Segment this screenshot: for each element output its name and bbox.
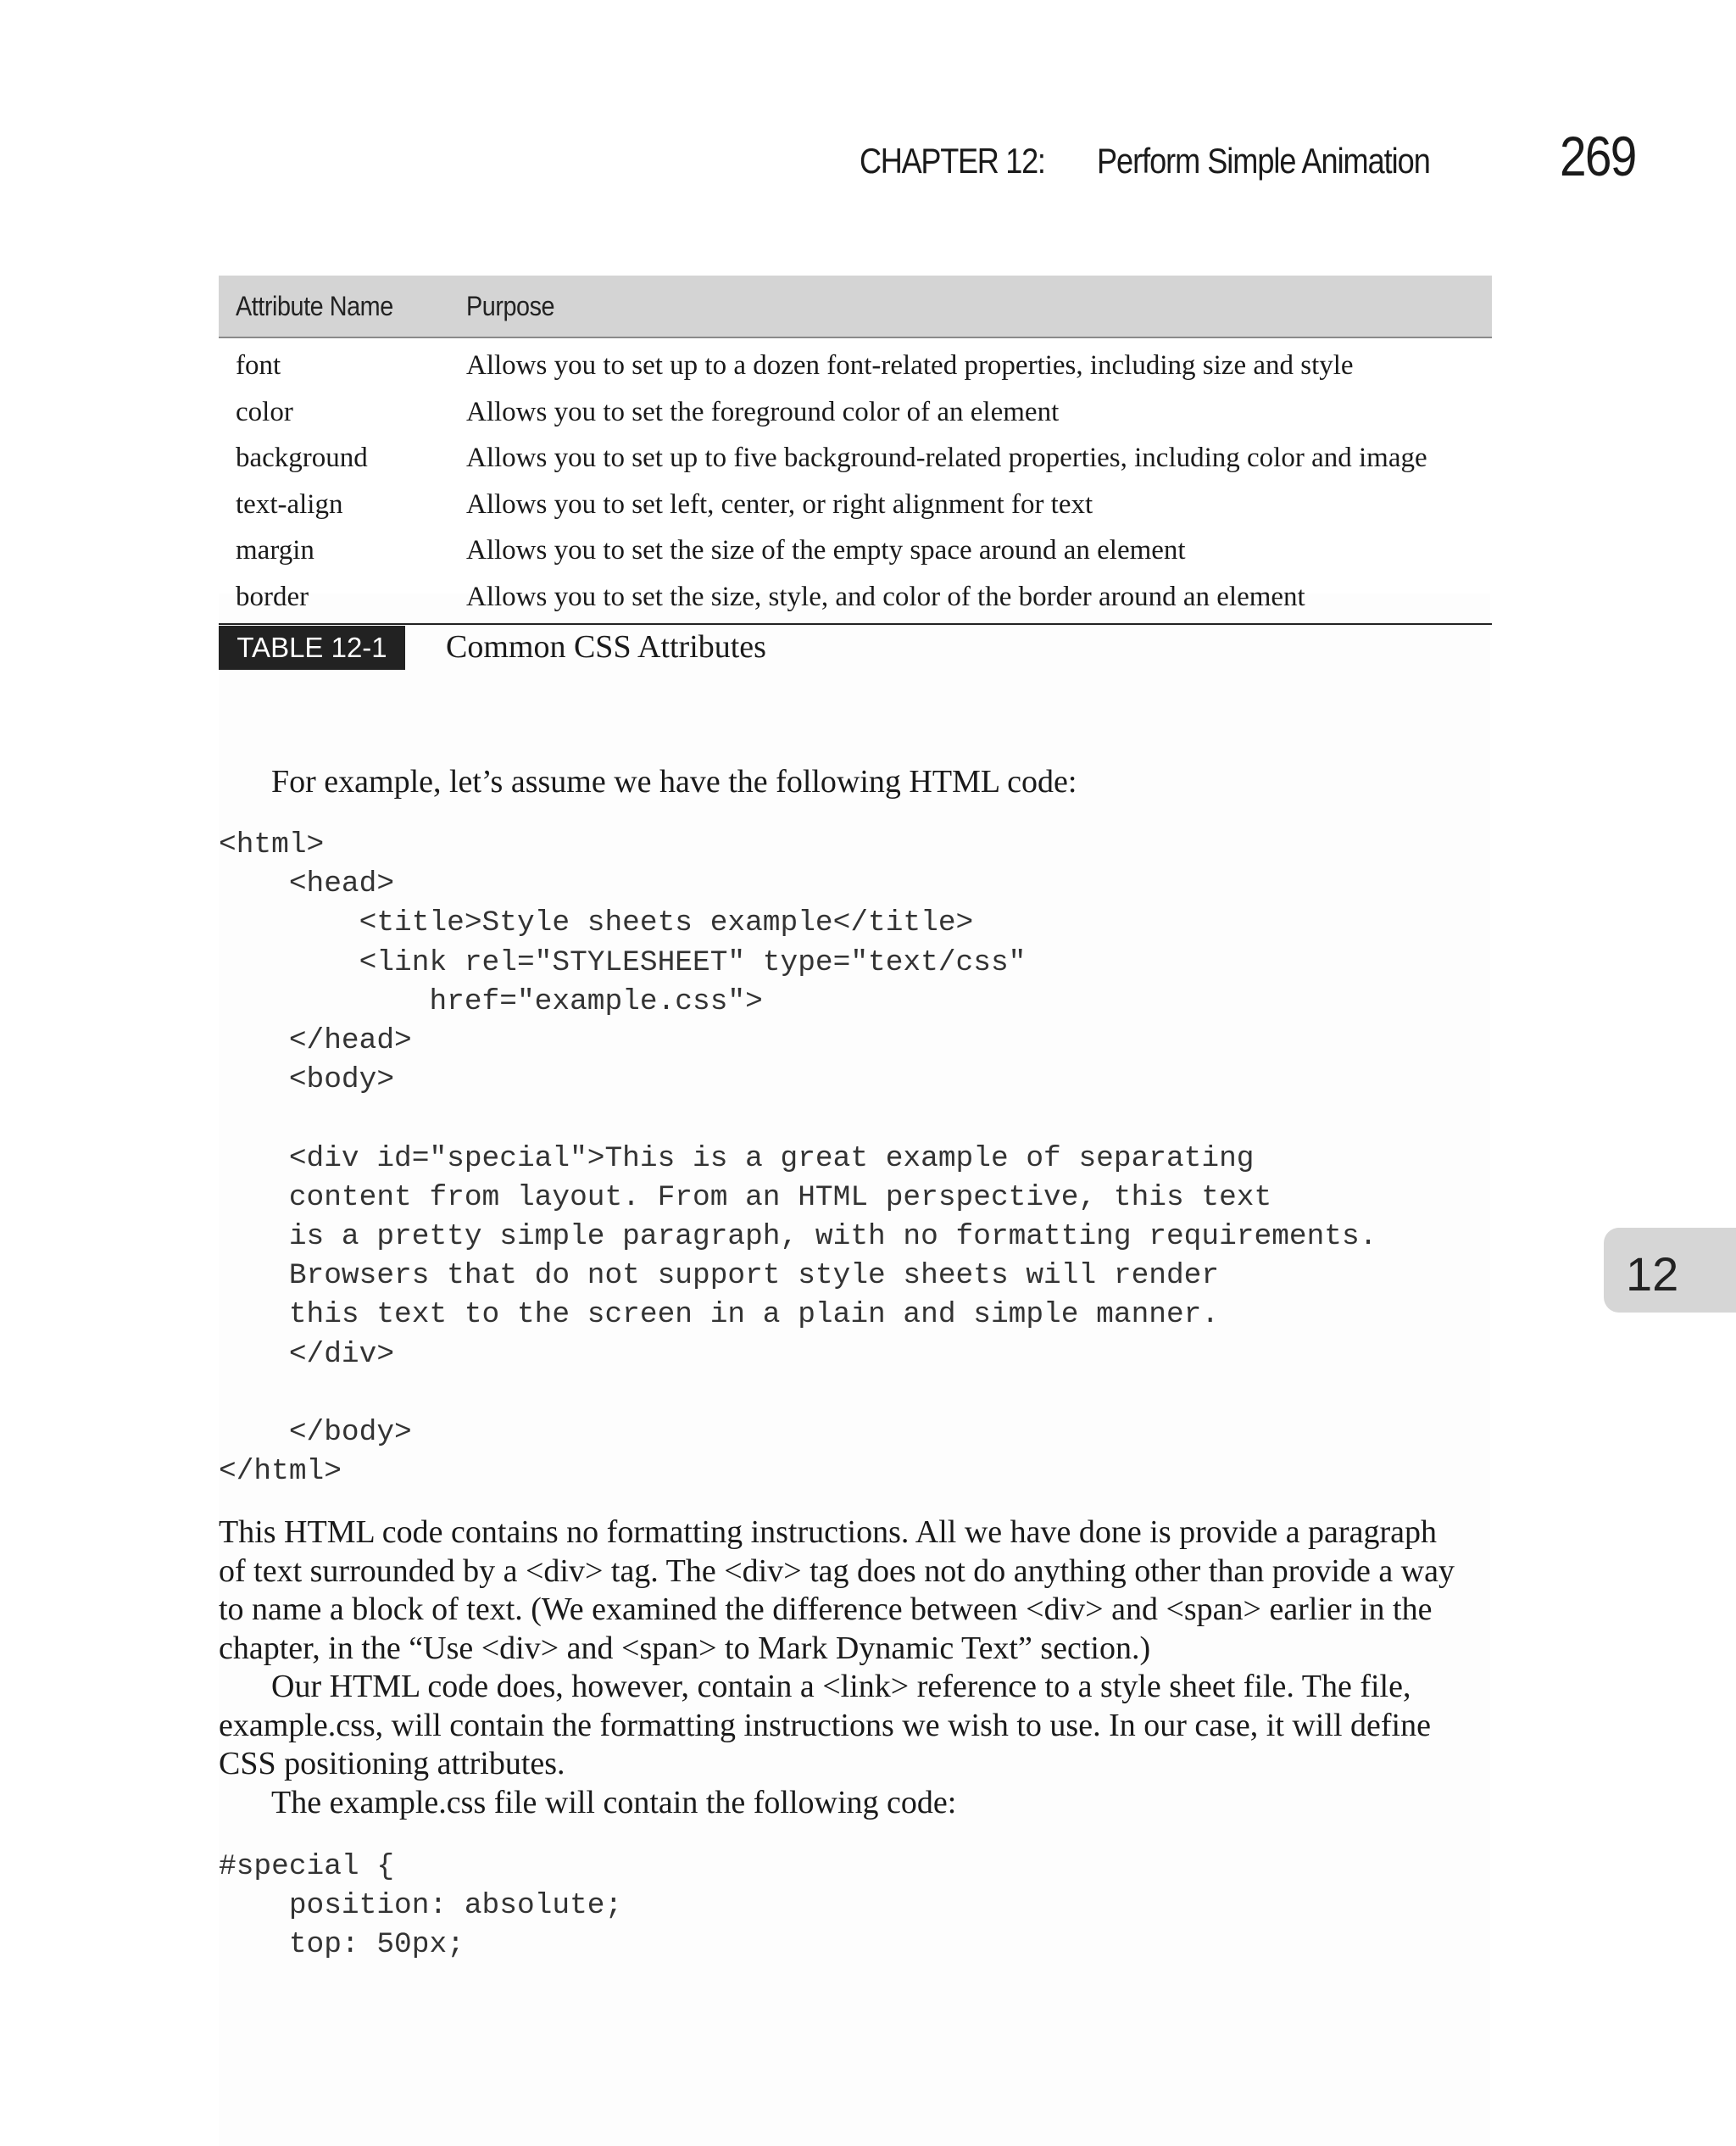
table-row xyxy=(219,530,1492,577)
css-attributes-table xyxy=(219,276,1492,623)
paragraph-line: example.css, will contain the formatting instructions we wish to use. In our case, it will define xyxy=(219,1707,1431,1743)
table-row xyxy=(219,345,1492,392)
attribute-name-cell: margin xyxy=(236,535,314,566)
purpose-cell: Allows you to set the size, style, and color of the border around an element xyxy=(466,581,1305,612)
purpose-cell: Allows you to set up to a dozen font-related properties, including size and style xyxy=(466,350,1354,381)
paragraph-line: For example, let’s assume we have the following HTML code: xyxy=(271,764,1077,800)
page-number: 269 xyxy=(1560,125,1636,187)
purpose-cell: Allows you to set left, center, or right alignment for text xyxy=(466,488,1093,520)
paragraph-line: Our HTML code does, however, contain a <link> reference to a style sheet file. The file, xyxy=(271,1669,1411,1704)
body-paragraph xyxy=(219,1513,1490,1822)
chapter-thumb-tab xyxy=(1604,1228,1736,1313)
paragraph-line: of text surrounded by a <div> tag. The <div> tag does not do anything other than provide a way xyxy=(219,1552,1455,1589)
purpose-cell: Allows you to set the foreground color of an element xyxy=(466,396,1060,427)
table-header xyxy=(219,276,1492,338)
column-header-attribute-name: Attribute Name xyxy=(236,291,393,321)
purpose-cell: Allows you to set up to five background-related properties, including color and image xyxy=(466,443,1427,474)
paragraph-line: CSS positioning attributes. xyxy=(219,1746,565,1781)
chapter-label: CHAPTER 12: xyxy=(860,141,1045,181)
column-header-purpose: Purpose xyxy=(466,291,555,321)
paragraph-line: The example.css file will contain the following code: xyxy=(271,1784,957,1820)
attribute-name-cell: border xyxy=(236,581,309,612)
paragraph-line: This HTML code contains no formatting instructions. All we have done is provide a paragraph xyxy=(219,1514,1437,1550)
paragraph-line: chapter, in the “Use <div> and <span> to Mark Dynamic Text” section.) xyxy=(219,1630,1151,1666)
chapter-title: Perform Simple Animation xyxy=(1097,141,1430,181)
attribute-name-cell: background xyxy=(236,443,368,474)
table-row xyxy=(219,438,1492,484)
table-caption-title: Common CSS Attributes xyxy=(446,629,766,665)
running-head xyxy=(0,0,1736,220)
table-bottom-rule xyxy=(219,623,1492,625)
table-row xyxy=(219,484,1492,531)
purpose-cell: Allows you to set the size of the empty space around an element xyxy=(466,535,1186,566)
css-code-listing: #special { position: absolute; top: 50px; xyxy=(219,1850,623,1962)
table-body xyxy=(219,338,1492,623)
chapter-tab-number: 12 xyxy=(1626,1247,1679,1301)
paragraph-line: to name a block of text. (We examined the difference between <div> and <span> earlier in the xyxy=(219,1591,1433,1627)
attribute-name-cell: text-align xyxy=(236,488,343,520)
table-row xyxy=(219,577,1492,623)
attribute-name-cell: font xyxy=(236,350,281,381)
intro-paragraph xyxy=(219,763,1490,802)
html-code-listing: <html> <head> <title>Style sheets example</title> <link rel="STYLESHEET" type="text/css" href="example.css"> </head> <body> <div id="special">This is a great example of separating content from layout. From an HTML perspective, this text is a pretty simple paragraph, with no formatting requirements. Browsers that do not support style sheets will render this text to the screen in a plain and simple manner. </div> </body> </html> xyxy=(219,828,1377,1489)
attribute-name-cell: color xyxy=(236,396,293,427)
table-row xyxy=(219,392,1492,438)
table-caption-label: TABLE 12-1 xyxy=(219,626,405,670)
